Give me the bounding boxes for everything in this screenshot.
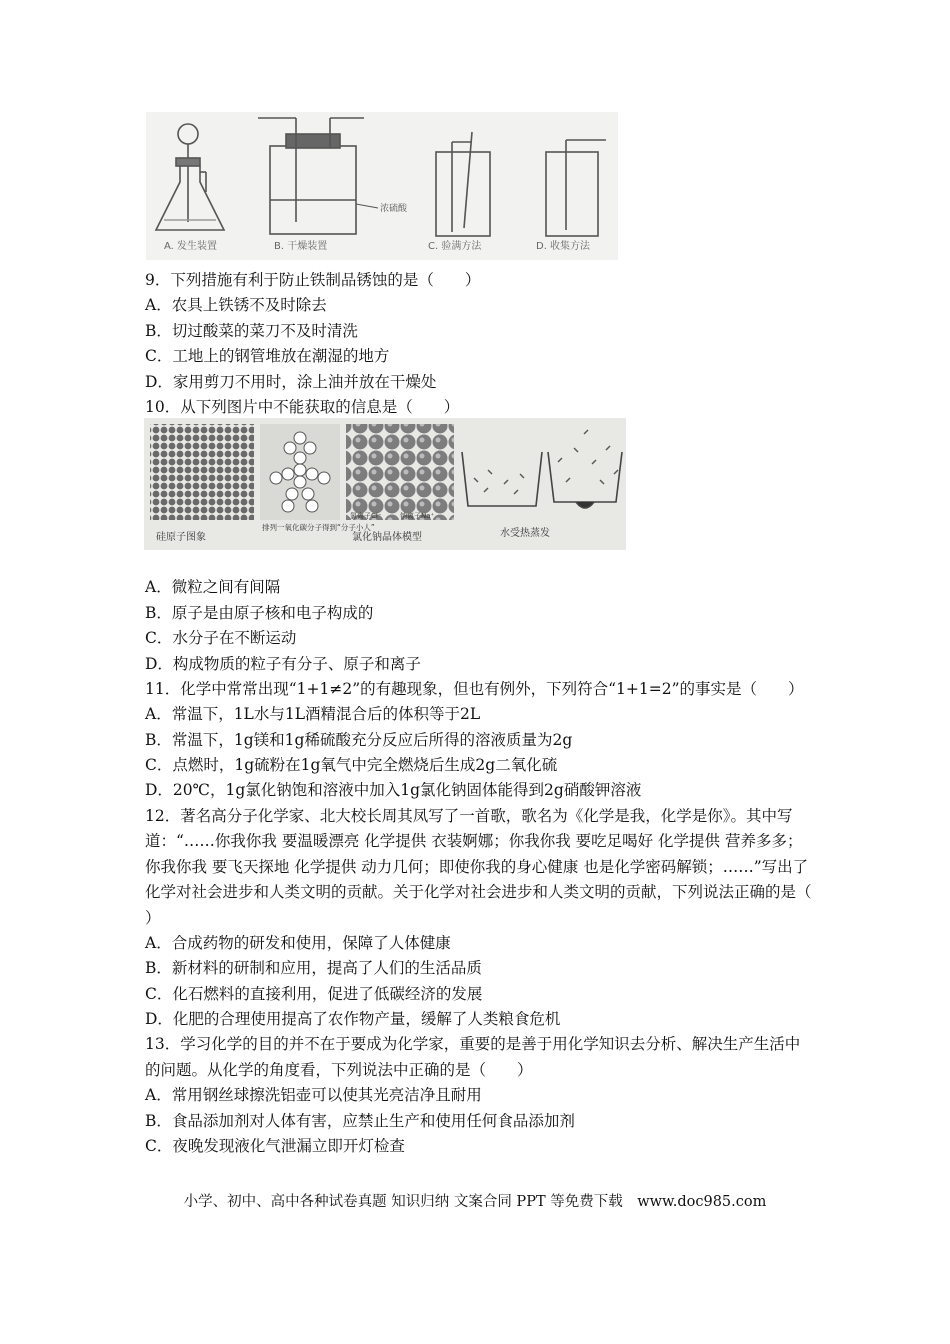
cl-ion-label: 氯离子Cl⁻ (350, 512, 382, 520)
q13-option-a: A．常用钢丝球擦洗铝壶可以使其光亮洁净且耐用 (145, 1086, 482, 1105)
caption-molecule-man: 排列一氧化碳分子得到“分子小人” (262, 523, 375, 532)
q13-option-c: C．夜晚发现液化气泄漏立即开灯检查 (145, 1137, 405, 1156)
q12-option-b: B．新材料的研制和应用，提高了人们的生活品质 (145, 959, 482, 978)
q13-stem: 13．学习化学的目的并不在于要成为化学家，重要的是善于用化学知识去分析、解决生产生活中的问题。从化学的角度看，下列说法中正确的是（ ） (145, 1035, 801, 1079)
q10-option-b: B．原子是由原子核和电子构成的 (145, 603, 374, 622)
caption-silicon: 硅原子图象 (156, 532, 206, 543)
q11-option-b: B．常温下，1g镁和1g稀硫酸充分反应后所得的溶液质量为2g (145, 730, 573, 749)
page-footer: 小学、初中、高中各种试卷真题 知识归纳 文案合同 PPT 等免费下载 www.doc985.com (183, 1194, 767, 1210)
q9-option-c: C．工地上的钢管堆放在潮湿的地方 (145, 347, 390, 366)
question-text (145, 268, 815, 1159)
q12-option-c: C．化石燃料的直接利用，促进了低碳经济的发展 (145, 984, 483, 1003)
caption-nacl: 氯化钠晶体模型 (352, 532, 422, 543)
q10-option-c: C．水分子在不断运动 (145, 629, 297, 648)
q11-option-d: D．20℃，1g氯化钠饱和溶液中加入1g氯化钠固体能得到2g硝酸钾溶液 (145, 781, 642, 800)
q13-option-b: B．食品添加剂对人体有害，应禁止生产和使用任何食品添加剂 (145, 1111, 575, 1130)
reagent-label: 浓硫酸 (380, 204, 408, 214)
q9-option-b: B．切过酸菜的菜刀不及时清洗 (145, 321, 358, 340)
figure1-label-c: C. 验满方法 (428, 241, 482, 252)
caption-evaporation: 水受热蒸发 (500, 528, 550, 539)
q11-option-a: A．常温下，1L水与1L酒精混合后的体积等于2L (145, 705, 481, 724)
figure1-label-d: D. 收集方法 (536, 241, 591, 252)
q9-stem: 9．下列措施有利于防止铁制品锈蚀的是（ ） (145, 271, 481, 289)
figure1-label-b: B. 干燥装置 (274, 241, 328, 252)
q11-option-c: C．点燃时，1g硫粉在1g氧气中完全燃烧后生成2g二氧化硫 (145, 756, 558, 775)
lab-apparatus-figure (146, 112, 618, 260)
q10-option-d: D．构成物质的粒子有分子、原子和离子 (145, 654, 421, 673)
q10-stem: 10．从下列图片中不能获取的信息是（ ） (145, 397, 460, 416)
q12-option-a: A．合成药物的研发和使用，保障了人体健康 (145, 933, 451, 952)
q12-option-d: D．化肥的合理使用提高了农作物产量，缓解了人类粮食危机 (145, 1010, 561, 1029)
q10-option-a: A．微粒之间有间隔 (145, 578, 281, 597)
q9-option-a: A．农具上铁锈不及时除去 (145, 296, 327, 315)
q9-option-d: D．家用剪刀不用时，涂上油并放在干燥处 (145, 372, 437, 391)
figure-spacer (145, 420, 815, 575)
q11-stem: 11．化学中常常出现“1+1≠2”的有趣现象，但也有例外，下列符合“1+1=2”的事实是（ ） (145, 679, 804, 698)
na-ion-label: 钠离子Na⁺ (400, 512, 435, 520)
q12-stem: 12．著名高分子化学家、北大校长周其凤写了一首歌，歌名为《化学是我，化学是你》。其中写道：“……你我你我 要温暖漂亮 化学提供 衣装婀娜；你我你我 要吃足喝好 化学提供 营养多多；你我你我 要飞天探地 化学提供 动力几何；即使你我的身心健康 也是化学密码解锁；……”写出了化学对社会进步和人类文明的贡献。关于化学对社会进步和人类文明的贡献，下列说法正确的是（ ） (145, 806, 812, 927)
figure1-label-a: A. 发生装置 (164, 241, 218, 252)
